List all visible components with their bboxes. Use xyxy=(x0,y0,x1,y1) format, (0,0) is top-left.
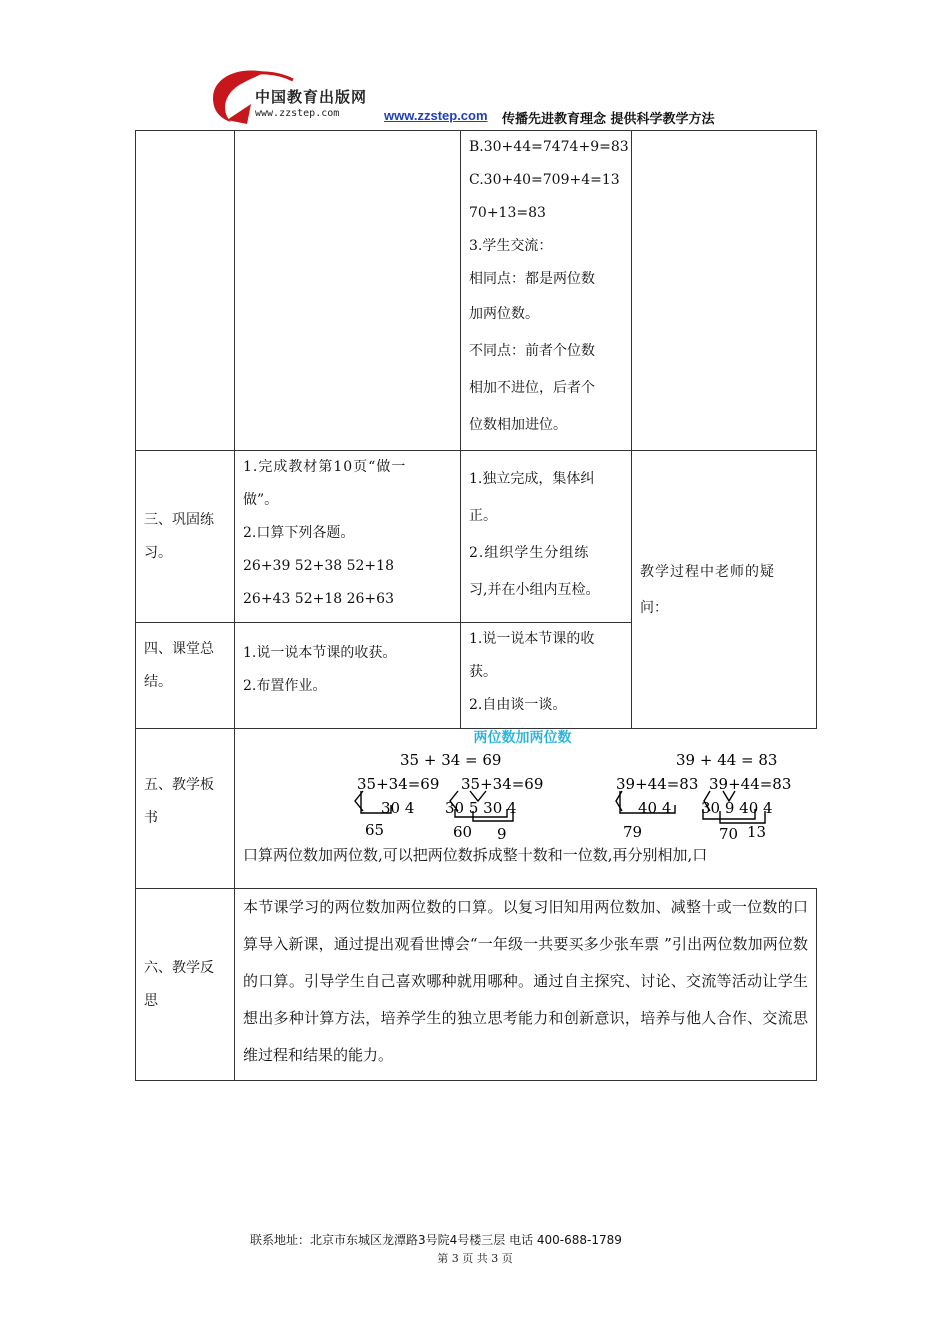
board-expr: 35+34=69 xyxy=(357,775,440,793)
board-result: 60 xyxy=(453,823,473,841)
student-activity-cell xyxy=(461,131,632,451)
text-line: 26+43 52+18 26+63 xyxy=(243,591,394,607)
text-line: 70+13=83 xyxy=(469,205,546,221)
text-line: C.30+40=709+4=13 xyxy=(469,172,620,188)
board-equation-left: 35 + 34 = 69 xyxy=(400,751,502,769)
teacher-activity-cell xyxy=(235,623,461,729)
reflection-text xyxy=(235,889,817,1081)
text-line: 1.说一说本节课的收 xyxy=(469,631,595,647)
footer-address: 联系地址：北京市东城区龙潭路3号院4号楼三层 电话 400-688-1789 xyxy=(250,1233,622,1247)
text-line: 2.自由谈一谈。 xyxy=(469,697,567,713)
logo-url: www.zzstep.com xyxy=(255,108,340,119)
site-logo[interactable] xyxy=(207,64,382,130)
teacher-activity-cell xyxy=(235,451,461,623)
header-slogan: 传播先进教育理念 提供科学教学方法 xyxy=(502,112,715,127)
section-label: 六、教学反 思 xyxy=(136,889,235,1081)
board-split: 30 9 40 4 xyxy=(701,799,773,817)
student-activity-cell xyxy=(461,623,632,729)
board-expr: 39+44=83 xyxy=(616,775,699,793)
section-label: 四、课堂总 结。 xyxy=(136,623,235,729)
text-line: 1.独立完成，集体纠 xyxy=(469,471,595,487)
text-line: 3.学生交流： xyxy=(469,238,553,254)
blackboard-design xyxy=(235,729,810,869)
board-expr: 39+44=83 xyxy=(709,775,792,793)
text-line: 习,并在小组内互检。 xyxy=(469,582,600,598)
reflection-paragraph: 本节课学习的两位数加两位数的口算。以复习旧知用两位数加、减整十或一位数的口算导入新课，通过提出观看世博会“一年级一共要买多少张车票 ”引出两位数加两位数的口算。引导学生自己喜欢哪种就用哪种。通过自主探究、讨论、交流等活动让学生想出多种计算方法，培养学生的独立思考能力和创新意识，培养与他人合作、交流思维过程和结果的能力。 xyxy=(243,898,808,1064)
board-note: 口算两位数加两位数,可以把两位数拆成整十数和一位数,再分别相加,口 xyxy=(243,846,708,864)
text-line: 获。 xyxy=(469,664,497,680)
footer-page-number: 第 3 页 共 3 页 xyxy=(437,1252,513,1265)
text-line: 2.组织学生分组练 xyxy=(469,545,590,561)
board-expr: 35+34=69 xyxy=(461,775,544,793)
text-line: 相同点：都是两位数 xyxy=(469,271,595,287)
blackboard-cell xyxy=(235,729,817,889)
text-line: 位数相加进位。 xyxy=(469,417,567,433)
logo-text: 中国教育出版网 xyxy=(255,88,368,106)
board-result: 13 xyxy=(747,823,767,841)
table-row xyxy=(136,131,817,451)
lesson-plan-table xyxy=(135,130,817,1081)
section-label: 三、巩固练 习。 xyxy=(136,451,235,623)
board-result: 70 xyxy=(719,825,739,843)
text-line: 26+39 52+38 52+18 xyxy=(243,558,394,574)
section-label: 五、教学板 书 xyxy=(136,729,235,889)
table-row xyxy=(136,889,817,1081)
board-result: 9 xyxy=(497,825,507,843)
table-cell xyxy=(235,131,461,451)
text-line: 2.口算下列各题。 xyxy=(243,525,355,541)
text-line: 1.完成教材第10页“做一 xyxy=(243,459,407,475)
table-row xyxy=(136,451,817,623)
text-line: 加两位数。 xyxy=(469,306,539,322)
text-line: 不同点：前者个位数 xyxy=(469,343,595,359)
text-line: 相加不进位，后者个 xyxy=(469,380,595,396)
text-line: 教学过程中老师的疑 xyxy=(640,563,775,580)
student-activity-cell xyxy=(461,451,632,623)
board-equation-right: 39 + 44 = 83 xyxy=(676,751,778,769)
site-link[interactable]: www.zzstep.com xyxy=(384,108,488,123)
board-result: 79 xyxy=(623,823,643,841)
table-cell xyxy=(632,131,817,451)
board-split: 30 5 30 4 xyxy=(445,799,517,817)
text-line: 做”。 xyxy=(243,492,279,508)
table-row xyxy=(136,729,817,889)
page-header xyxy=(0,0,950,130)
table-cell xyxy=(136,131,235,451)
board-title: 两位数加两位数 xyxy=(473,730,572,746)
board-split: 30 4 xyxy=(381,799,415,817)
text-line: 问： xyxy=(640,599,668,616)
text-line: 1.说一说本节课的收获。 xyxy=(243,645,397,661)
board-result: 65 xyxy=(365,821,385,839)
reflection-note-cell xyxy=(632,451,817,729)
text-line: B.30+44=7474+9=83 xyxy=(469,139,629,155)
text-line: 2.布置作业。 xyxy=(243,678,327,694)
board-split: 40 4 xyxy=(638,799,672,817)
text-line: 正。 xyxy=(469,508,497,524)
split-bracket xyxy=(355,791,363,811)
